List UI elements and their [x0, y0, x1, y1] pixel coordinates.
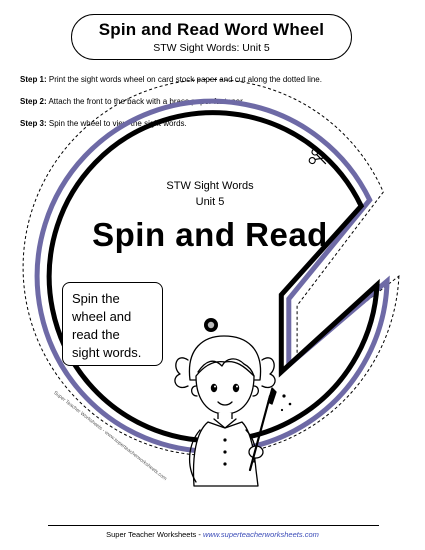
fastener-center — [208, 322, 214, 328]
instruction-line-4: sight words. — [72, 345, 142, 360]
instruction-text — [72, 290, 141, 362]
step-1-label: Step 1: — [20, 75, 47, 84]
footer-divider — [48, 525, 379, 526]
wheel-big-title: Spin and Read — [92, 216, 328, 253]
girl-illustration — [175, 336, 291, 486]
page-title: Spin and Read Word Wheel — [98, 20, 325, 39]
step-1-text: Print the sight words wheel on card stock paper and cut along the dotted line. — [48, 75, 322, 84]
step-3-label: Step 3: — [20, 119, 47, 128]
footer-brand: Super Teacher Worksheets - — [106, 530, 203, 539]
step-2-text: Attach the front to the back with a brass paper fastener. — [48, 97, 245, 106]
wheel-label-line1: STW Sight Words — [166, 180, 254, 192]
instruction-line-1: Spin the — [72, 291, 120, 306]
wheel-label-line2: Unit 5 — [195, 196, 225, 208]
instruction-line-3: read the — [72, 327, 120, 342]
instruction-line-2: wheel and — [72, 309, 132, 324]
page-subtitle: STW Sight Words: Unit 5 — [153, 42, 270, 54]
wheel-copyright: Super Teacher Worksheets - www.superteacherworksheets.com — [52, 390, 168, 483]
step-2-label: Step 2: — [20, 97, 47, 106]
footer-url[interactable]: www.superteacherworksheets.com — [202, 530, 319, 539]
step-3-text: Spin the wheel to view the sight words. — [48, 119, 187, 128]
footer — [0, 530, 425, 539]
instruction-box — [62, 282, 163, 366]
